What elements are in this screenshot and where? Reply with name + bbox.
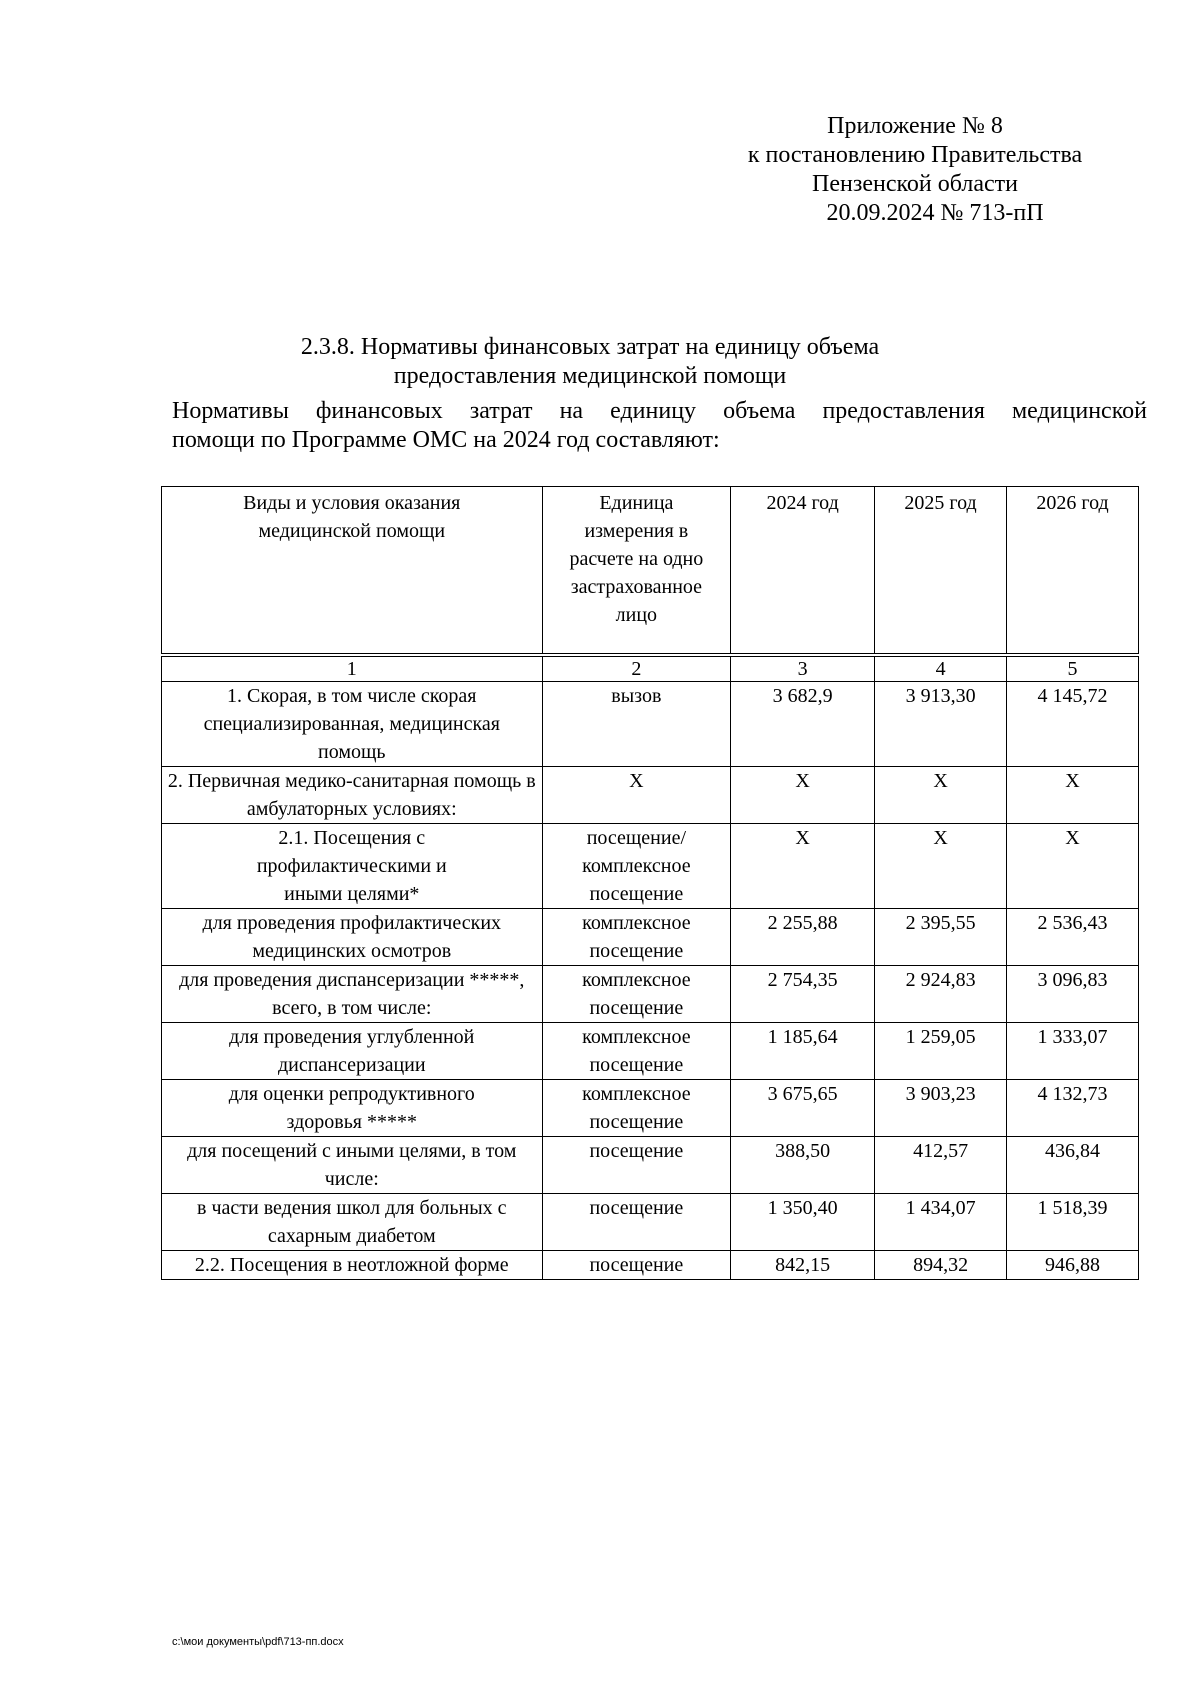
header-2026: 2026 год	[1007, 487, 1139, 656]
row-care-type: 1. Скорая, в том числе скорая специализированная, медицинская помощь	[162, 682, 543, 767]
section-title-line-2: предоставления медицинской помощи	[393, 363, 787, 389]
column-number: 1	[162, 655, 543, 682]
header-2025: 2025 год	[875, 487, 1007, 656]
row-value-2024: 842,15	[731, 1251, 875, 1280]
norms-table	[161, 486, 1139, 1280]
row-value-2025: 2 924,83	[875, 966, 1007, 1023]
column-number: 3	[731, 655, 875, 682]
row-value-2024: 1 350,40	[731, 1194, 875, 1251]
row-value-2026: Х	[1007, 767, 1139, 824]
row-care-type: 2.2. Посещения в неотложной форме	[162, 1251, 543, 1280]
table-row	[162, 909, 1139, 966]
table-row	[162, 1194, 1139, 1251]
row-value-2026: 4 132,73	[1007, 1080, 1139, 1137]
section-title	[240, 333, 940, 391]
table-row	[162, 1251, 1139, 1280]
row-value-2026: 1 333,07	[1007, 1023, 1139, 1080]
row-unit: посещение/ комплексное посещение	[542, 824, 731, 909]
appendix-reference: к постановлению Правительства	[747, 142, 1083, 168]
row-value-2024: 1 185,64	[731, 1023, 875, 1080]
row-care-type: для оценки репродуктивного здоровья *****	[162, 1080, 543, 1137]
row-value-2026: 946,88	[1007, 1251, 1139, 1280]
row-value-2025: 894,32	[875, 1251, 1007, 1280]
row-value-2025: 2 395,55	[875, 909, 1007, 966]
row-value-2025: 1 259,05	[875, 1023, 1007, 1080]
column-number: 2	[542, 655, 731, 682]
table-row	[162, 966, 1139, 1023]
row-value-2026: 436,84	[1007, 1137, 1139, 1194]
row-value-2024: 388,50	[731, 1137, 875, 1194]
file-path-footer: c:\мои документы\pdf\713-пп.docx	[172, 1636, 344, 1648]
row-care-type: 2. Первичная медико-санитарная помощь в амбулаторных условиях:	[162, 767, 543, 824]
row-value-2026: 3 096,83	[1007, 966, 1139, 1023]
appendix-number: Приложение № 8	[827, 113, 1003, 139]
row-care-type: в части ведения школ для больных с сахарным диабетом	[162, 1194, 543, 1251]
intro-paragraph	[172, 397, 1147, 455]
row-unit: посещение	[542, 1194, 731, 1251]
appendix-header	[700, 112, 1130, 228]
row-value-2026: Х	[1007, 824, 1139, 909]
row-unit: комплексное посещение	[542, 1080, 731, 1137]
section-title-line-1: 2.3.8. Нормативы финансовых затрат на единицу объема	[300, 334, 880, 360]
table-row	[162, 1023, 1139, 1080]
appendix-region: Пензенской области	[812, 171, 1018, 197]
row-value-2024: 3 682,9	[731, 682, 875, 767]
row-care-type: для проведения углубленной диспансеризации	[162, 1023, 543, 1080]
row-value-2024: Х	[731, 767, 875, 824]
row-care-type: для проведения диспансеризации *****, всего, в том числе:	[162, 966, 543, 1023]
table-row	[162, 824, 1139, 909]
table-body	[162, 655, 1139, 1280]
row-value-2026: 1 518,39	[1007, 1194, 1139, 1251]
intro-line-2: помощи по Программе ОМС на 2024 год составляют:	[172, 427, 720, 453]
header-unit: Единица измерения в расчете на одно застрахованное лицо	[542, 487, 731, 656]
table-row	[162, 682, 1139, 767]
table-row	[162, 1137, 1139, 1194]
column-number: 5	[1007, 655, 1139, 682]
row-care-type: для проведения профилактических медицинских осмотров	[162, 909, 543, 966]
row-care-type: 2.1. Посещения с профилактическими и иными целями*	[162, 824, 543, 909]
table-row	[162, 767, 1139, 824]
row-unit: посещение	[542, 1137, 731, 1194]
row-unit: посещение	[542, 1251, 731, 1280]
row-care-type: для посещений с иными целями, в том числе:	[162, 1137, 543, 1194]
column-number: 4	[875, 655, 1007, 682]
row-value-2024: 3 675,65	[731, 1080, 875, 1137]
row-value-2026: 2 536,43	[1007, 909, 1139, 966]
row-value-2025: Х	[875, 824, 1007, 909]
header-2024: 2024 год	[731, 487, 875, 656]
row-value-2024: Х	[731, 824, 875, 909]
intro-line-1: Нормативы финансовых затрат на единицу объема предоставления медицинской	[172, 398, 1147, 424]
row-unit: комплексное посещение	[542, 909, 731, 966]
row-value-2025: 1 434,07	[875, 1194, 1007, 1251]
row-value-2025: 3 903,23	[875, 1080, 1007, 1137]
row-unit: комплексное посещение	[542, 1023, 731, 1080]
row-value-2024: 2 754,35	[731, 966, 875, 1023]
row-value-2025: Х	[875, 767, 1007, 824]
row-unit: вызов	[542, 682, 731, 767]
column-number-row	[162, 655, 1139, 682]
appendix-date: 20.09.2024 № 713-пП	[826, 200, 1044, 226]
row-value-2025: 3 913,30	[875, 682, 1007, 767]
row-value-2026: 4 145,72	[1007, 682, 1139, 767]
table-row	[162, 1080, 1139, 1137]
row-value-2024: 2 255,88	[731, 909, 875, 966]
row-unit: Х	[542, 767, 731, 824]
header-care-type: Виды и условия оказания медицинской помощи	[162, 487, 543, 656]
row-value-2025: 412,57	[875, 1137, 1007, 1194]
row-unit: комплексное посещение	[542, 966, 731, 1023]
table-header-row	[162, 487, 1139, 656]
